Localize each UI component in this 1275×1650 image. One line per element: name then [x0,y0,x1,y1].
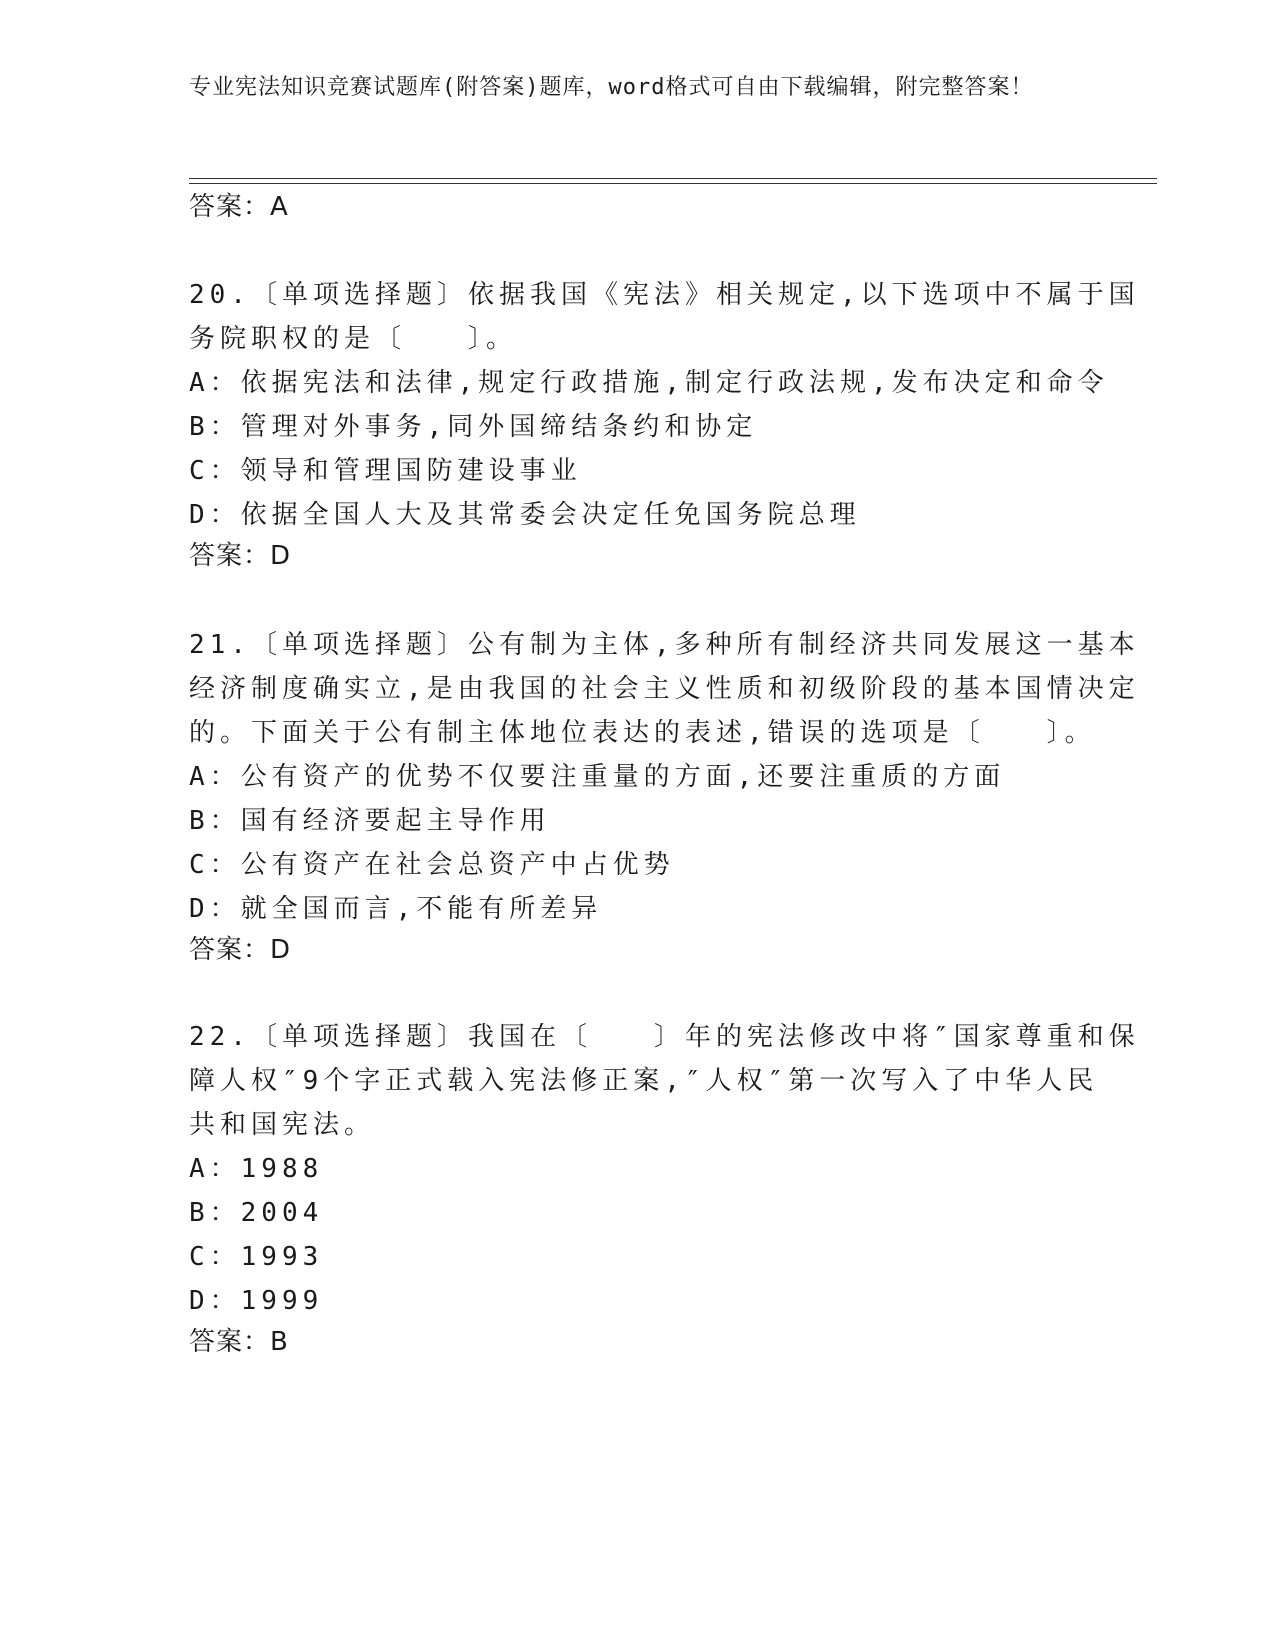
option-c: C：领导和管理国防建设事业 [189,456,582,486]
question-answer: 答案：D [189,541,292,571]
question-answer: 答案：D [189,935,292,965]
question-text-line: 务院职权的是〔 〕。 [189,324,518,354]
option-d: D：1999 [189,1286,324,1316]
question-text-line: 经济制度确实立,是由我国的社会主义性质和初级阶段的基本国情决定 [189,674,1140,704]
question-text-line: 22.〔单项选择题〕我国在〔 〕年的宪法修改中将″国家尊重和保 [189,1022,1140,1052]
question-answer: 答案：B [189,1327,289,1357]
option-b: B：管理对外事务,同外国缔结条约和协定 [189,412,758,442]
option-a: A：依据宪法和法律,规定行政措施,制定行政法规,发布决定和命令 [189,368,1109,398]
question-text-line: 的。下面关于公有制主体地位表达的表述,错误的选项是〔 〕。 [189,718,1096,748]
question-text-line: 21.〔单项选择题〕公有制为主体,多种所有制经济共同发展这一基本 [189,630,1140,660]
question-text-line: 障人权″9个字正式载入宪法修正案,″人权″第一次写入了中华人民 [189,1066,1099,1096]
question-text-line: 共和国宪法。 [189,1110,376,1140]
option-a: A：1988 [189,1154,324,1184]
header-divider-bottom [189,183,1157,184]
option-b: B：国有经济要起主导作用 [189,806,551,836]
option-a: A：公有资产的优势不仅要注重量的方面,还要注重质的方面 [189,762,1006,792]
option-b: B：2004 [189,1198,324,1228]
option-c: C：公有资产在社会总资产中占优势 [189,850,675,880]
previous-answer: 答案：A [189,192,289,222]
option-d: D：就全国而言,不能有所差异 [189,894,603,924]
document-header: 专业宪法知识竞赛试题库(附答案)题库，word格式可自由下载编辑，附完整答案！ [189,75,1034,100]
option-c: C：1993 [189,1242,324,1272]
header-divider-top [189,178,1157,179]
question-text-line: 20.〔单项选择题〕依据我国《宪法》相关规定,以下选项中不属于国 [189,280,1140,310]
option-d: D：依据全国人大及其常委会决定任免国务院总理 [189,500,861,530]
